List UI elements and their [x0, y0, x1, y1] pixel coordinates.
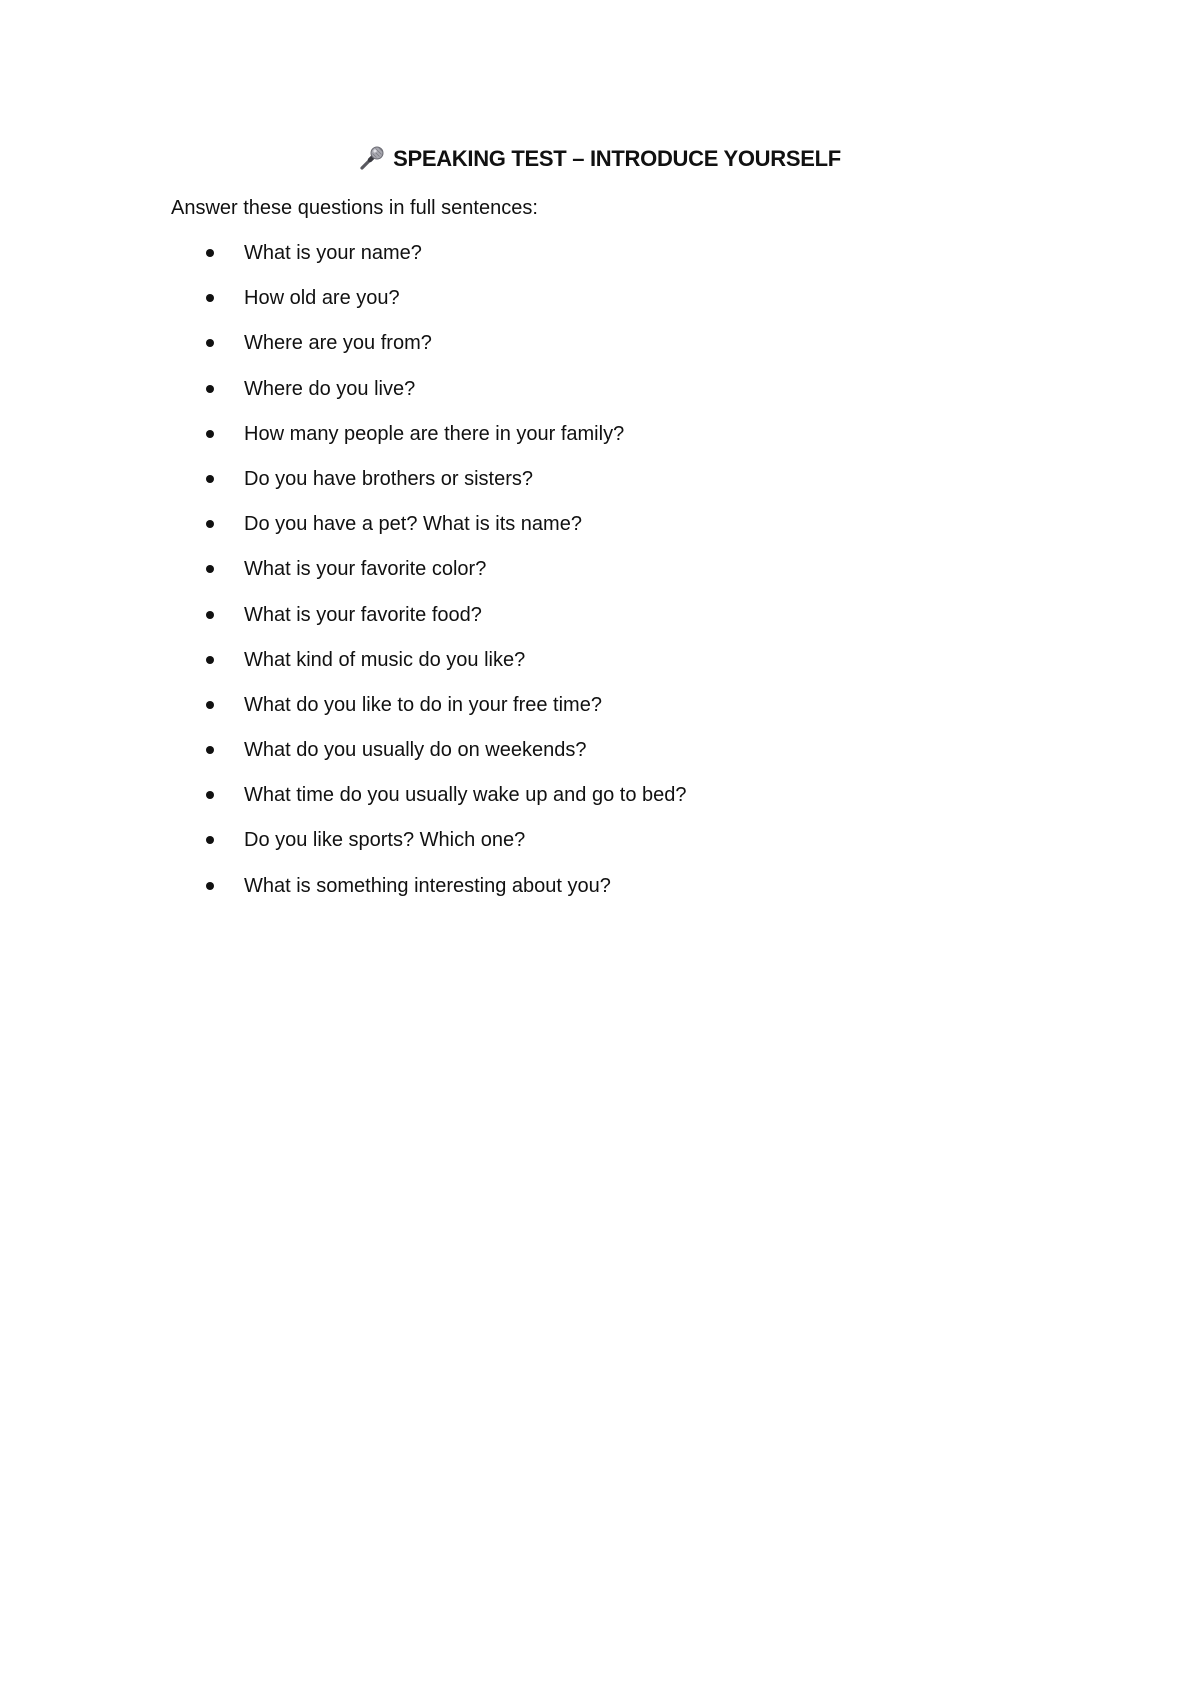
bullet-icon — [206, 836, 214, 844]
bullet-icon — [206, 565, 214, 573]
bullet-icon — [206, 430, 214, 438]
bullet-icon — [206, 249, 214, 257]
bullet-icon — [206, 656, 214, 664]
question-text: What is your favorite color? — [244, 558, 487, 581]
bullet-icon — [206, 791, 214, 799]
page-title — [0, 145, 1200, 172]
bullet-icon — [206, 882, 214, 890]
question-text: Where do you live? — [244, 377, 416, 400]
bullet-icon — [206, 701, 214, 709]
question-text: What time do you usually wake up and go to bed? — [244, 784, 687, 807]
question-text: What do you like to do in your free time? — [244, 693, 602, 716]
bullet-icon — [206, 385, 214, 393]
question-text: Do you have brothers or sisters? — [244, 467, 534, 490]
question-text: Where are you from? — [244, 332, 432, 355]
question-text: How many people are there in your family? — [244, 422, 625, 445]
bullet-icon — [206, 294, 214, 302]
question-text: How old are you? — [244, 287, 400, 310]
question-text: What kind of music do you like? — [244, 648, 526, 671]
bullet-icon — [206, 339, 214, 347]
question-text: Do you have a pet? What is its name? — [244, 513, 582, 536]
question-text: What do you usually do on weekends? — [244, 739, 587, 762]
page-title-text: SPEAKING TEST – INTRODUCE YOURSELF — [393, 146, 841, 171]
bullet-icon — [206, 611, 214, 619]
question-text: What is your name? — [244, 242, 422, 264]
question-text: What is your favorite food? — [244, 603, 482, 626]
microphone-icon — [359, 145, 385, 171]
question-text: Do you like sports? Which one? — [244, 829, 526, 852]
instructions-text: Answer these questions in full sentences: — [171, 197, 538, 219]
question-text: What is something interesting about you? — [244, 874, 611, 897]
bullet-icon — [206, 520, 214, 528]
bullet-icon — [206, 746, 214, 754]
bullet-icon — [206, 475, 214, 483]
